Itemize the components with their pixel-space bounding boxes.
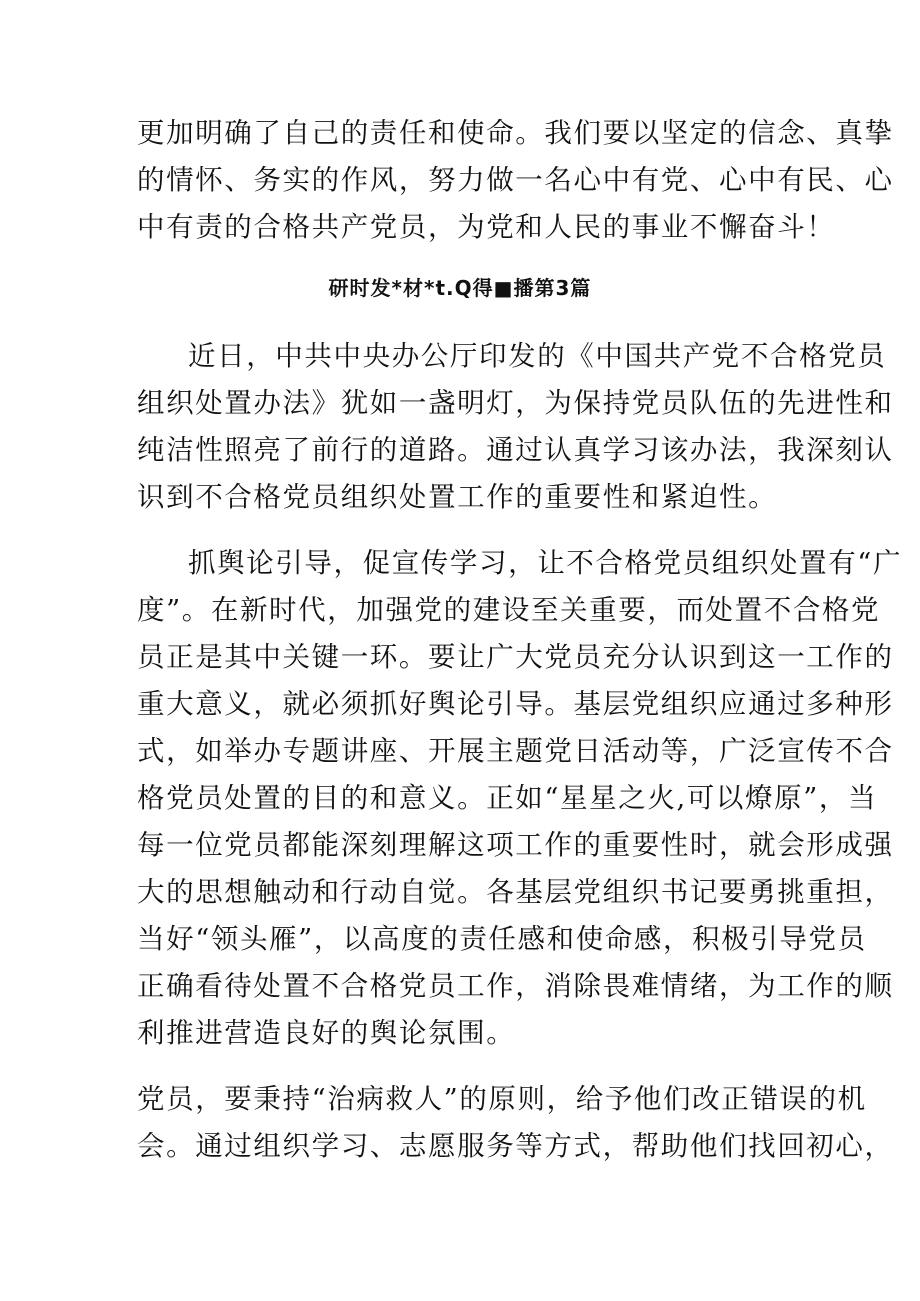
text-line: 抓舆论引导，促宣传学习，让不合格党员组织处置有“广 <box>188 547 903 579</box>
text-line: 正确看待处置不合格党员工作，消除畏难情绪，为工作的顺 <box>137 970 894 1002</box>
text-line: 每一位党员都能深刻理解这项工作的重要性时，就会形成强 <box>137 829 894 861</box>
text-line: 利推进营造良好的舆论氛围。 <box>137 1017 516 1049</box>
text-line: 识到不合格党员组织处置工作的重要性和紧迫性。 <box>137 481 778 513</box>
text-line: 近日，中共中央办公厅印发的《中国共产党不合格党员 <box>188 340 887 372</box>
text-line: 会。通过组织学习、志愿服务等方式，帮助他们找回初心， <box>137 1130 894 1162</box>
text-line: 大的思想触动和行动自觉。各基层党组织书记要勇挑重担， <box>137 876 894 908</box>
text-line: 组织处置办法》犹如一盏明灯，为保持党员队伍的先进性和 <box>137 387 894 419</box>
text-line: 重大意义，就必须抓好舆论引导。基层党组织应通过多种形 <box>137 688 894 720</box>
text-line: 党员，要秉持“治病救人”的原则，给予他们改正错误的机 <box>137 1083 867 1115</box>
text-line: 式，如举办专题讲座、开展主题党日活动等，广泛宣传不合 <box>137 735 894 767</box>
text-line: 度”。在新时代，加强党的建设至关重要，而处置不合格党 <box>137 594 881 626</box>
text-line: 中有责的合格共产党员，为党和人民的事业不懈奋斗！ <box>137 211 836 243</box>
text-line: 格党员处置的目的和意义。正如“星星之火,可以燎原”，当 <box>137 782 878 814</box>
section-heading: 研时发*材*t.Q得■播第3篇 <box>328 276 592 300</box>
text-line: 更加明确了自己的责任和使命。我们要以坚定的信念、真挚 <box>137 117 894 149</box>
text-line: 员正是其中关键一环。要让广大党员充分认识到这一工作的 <box>137 641 894 673</box>
text-line: 纯洁性照亮了前行的道路。通过认真学习该办法，我深刻认 <box>137 434 894 466</box>
text-line: 的情怀、务实的作风，努力做一名心中有党、心中有民、心 <box>137 164 894 196</box>
text-line: 当好“领头雁”，以高度的责任感和使命感，积极引导党员 <box>137 923 867 955</box>
